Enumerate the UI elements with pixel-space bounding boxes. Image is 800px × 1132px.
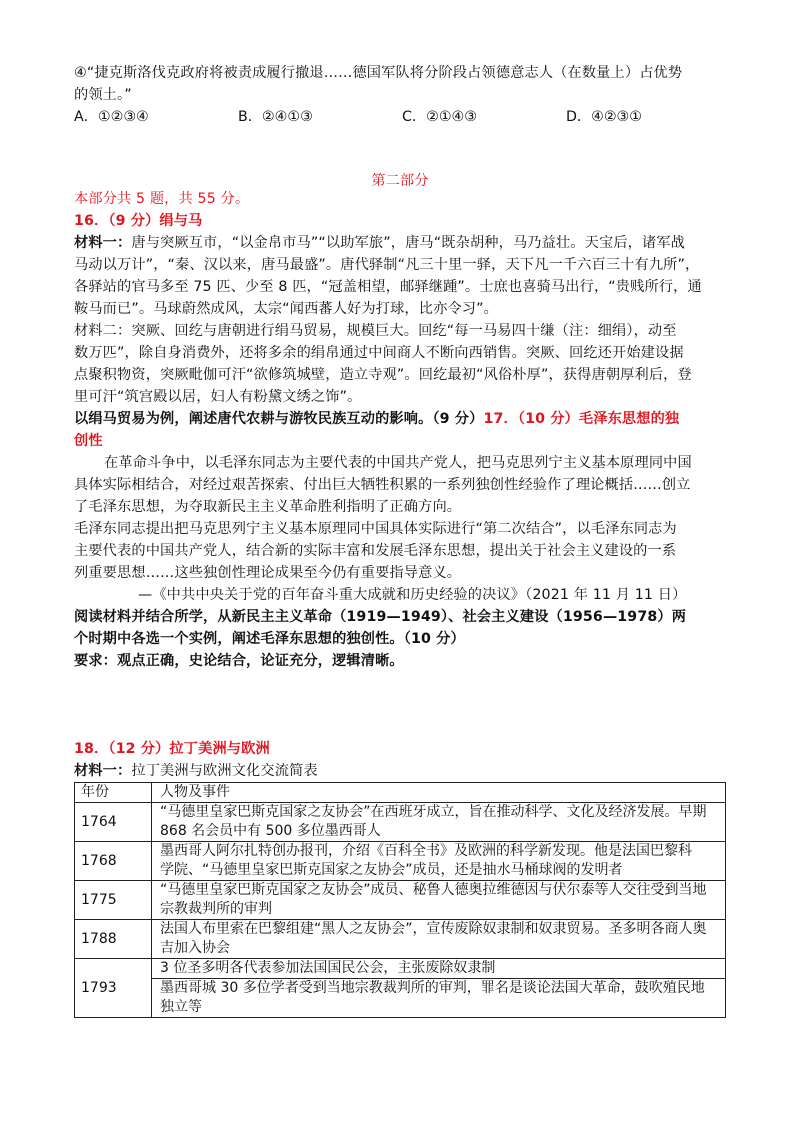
- event-line: 宗教裁判所的审判: [160, 901, 272, 917]
- q17-source: —《中共中央关于党的百年奋斗重大成就和历史经验的决议》（2021 年 11 月 11 日）: [138, 587, 687, 603]
- q17-para1-line3: 了毛泽东思想，为夺取新民主主义革命胜利指明了正确方向。: [74, 499, 462, 515]
- event-line: 法国人布里索在巴黎组建“黑人之友协会”，宣传废除奴隶制和奴隶贸易。圣多明各商人奥: [160, 921, 707, 937]
- q17-para2-line1: 毛泽东同志提出把马克思列宁主义基本原理同中国具体实际进行“第二次结合”，以毛泽东同志为: [74, 521, 677, 537]
- q16-material1-line4: 鞍马而已”。马球蔚然成风，太宗“闻西蕃人好为打球，比亦令习”。: [74, 301, 498, 317]
- q15-option-d: D．④②③①: [566, 109, 642, 125]
- table-cell-event: [152, 881, 726, 920]
- table-cell-year: 1793: [75, 959, 152, 1018]
- culture-exchange-table: [74, 782, 726, 1018]
- q17-para2-line2: 主要代表的中国共产党人，结合新的实际丰富和发展毛泽东思想，提出关于社会主义建设的一系: [74, 543, 677, 559]
- q16-material2-line2: 数万匹”，除自身消费外，还将多余的绢帛通过中间商人不断向西销售。突厥、回纥还开始建设据: [74, 345, 684, 361]
- q16-material1-line1: [74, 232, 734, 254]
- event-line: 吉加入协会: [160, 940, 230, 956]
- q17-para1-line2: 具体实际相结合，对经过艰苦探索、付出巨大牺牲积累的一系列独创性经验作了理论概括……创立: [74, 477, 691, 493]
- q17-requirement: 要求：观点正确，史论结合，论证充分，逻辑清晰。: [74, 653, 404, 669]
- event-line: 3 位圣多明各代表参加法国国民公会，主张废除奴隶制: [160, 960, 496, 976]
- q18-heading: 18．（12 分）拉丁美洲与欧洲: [74, 741, 270, 757]
- q16-material1-line2: 马动以万计”，“秦、汉以来，唐马最盛”。唐代驿制“凡三十里一驿，天下凡一千六百三十有九所”，: [74, 257, 700, 273]
- q16-question: 以绢马贸易为例，阐述唐代农耕与游牧民族互动的影响。（9 分）: [74, 411, 484, 427]
- table-cell-event: [152, 920, 726, 959]
- q17-heading-cont: 创性: [74, 433, 103, 449]
- event-line: 868 名会员中有 500 多位墨西哥人: [160, 823, 381, 839]
- q15-option-a: A．①②③④: [74, 109, 149, 125]
- table-cell-year: 1768: [75, 842, 152, 881]
- q15-option-c: C．②①④③: [402, 109, 477, 125]
- table-header-year: 年份: [75, 783, 152, 803]
- q16-material1-label: 材料一：: [74, 235, 132, 251]
- table-row: [75, 959, 726, 979]
- event-line: 学院、“马德里皇家巴斯克国家之友协会”成员，还是抽水马桶球阀的发明者: [160, 862, 623, 878]
- q15-option-b: B．②④①③: [238, 109, 313, 125]
- q16-heading: 16．（9 分）绢与马: [74, 213, 203, 229]
- part2-title: 第二部分: [371, 173, 429, 189]
- q17-question-line2: 个时期中各选一个实例，阐述毛泽东思想的独创性。（10 分）: [74, 631, 465, 647]
- q16-material1-text: 唐与突厥互市，“以金帛市马”“以助军旅”，唐马“既杂胡种，马乃益壮。天宝后，诸军战: [131, 235, 686, 251]
- table-cell-year: 1764: [75, 803, 152, 842]
- q16-material2-line1: 材料二：突厥、回纥与唐朝进行绢马贸易，规模巨大。回纥“每一马易四十缣（注：细绢），动至: [74, 323, 677, 339]
- table-row: [75, 842, 726, 881]
- q16-material1-line3: 各驿站的官马多至 75 匹、少至 8 匹，“冠盖相望，邮驿继踵”。士庶也喜骑马出行，“贵贱所行，通: [74, 279, 702, 295]
- table-row: [75, 979, 726, 1018]
- q17-question-line1: 阅读材料并结合所学，从新民主主义革命（1919—1949）、社会主义建设（1956—1978）两: [74, 609, 687, 625]
- table-cell-year: 1788: [75, 920, 152, 959]
- table-cell-event: [152, 803, 726, 842]
- table-cell-event: [152, 979, 726, 1018]
- table-row: [75, 803, 726, 842]
- table-header-event: 人物及事件: [152, 783, 726, 803]
- event-line: 独立等: [160, 999, 202, 1015]
- event-line: 墨西哥城 30 多位学者受到当地宗教裁判所的审判，罪名是谈论法国大革命，鼓吹殖民地: [160, 980, 705, 996]
- table-cell-year: 1775: [75, 881, 152, 920]
- q17-para2-line3: 列重要思想……这些独创性理论成果至今仍有重要指导意义。: [74, 565, 462, 581]
- event-line: “马德里皇家巴斯克国家之友协会”成员、秘鲁人德奥拉维德因与伏尔泰等人交往受到当地: [160, 882, 707, 898]
- table-header-row: [75, 783, 726, 803]
- event-line: 墨西哥人阿尔扎特创办报刊，介绍《百科全书》及欧洲的科学新发现。他是法国巴黎科: [160, 843, 692, 859]
- table-row: [75, 920, 726, 959]
- q18-material1-line: [74, 760, 734, 782]
- q16-material2-line3: 点聚积物资，突厥毗伽可汗“欲修筑城壁，造立寺观”。回纥最初“风俗朴厚”，获得唐朝厚利后，登: [74, 367, 692, 383]
- part2-note: 本部分共 5 题，共 55 分。: [74, 191, 250, 207]
- q17-para1-line1: 在革命斗争中，以毛泽东同志为主要代表的中国共产党人，把马克思列宁主义基本原理同中国: [104, 455, 692, 471]
- table-cell-event: [152, 959, 726, 979]
- q16-question-line: [74, 408, 734, 430]
- q15-item4-line1: ④“捷克斯洛伐克政府将被责成履行撤退……德国军队将分阶段占领德意志人（在数量上）占优势: [74, 65, 683, 81]
- q18-material1-title: 拉丁美洲与欧洲文化交流简表: [131, 763, 318, 779]
- q18-material1-label: 材料一：: [74, 763, 132, 779]
- q17-heading: 17．（10 分）毛泽东思想的独: [483, 411, 680, 427]
- table-row: [75, 881, 726, 920]
- table-cell-event: [152, 842, 726, 881]
- q15-item4-line2: 的领土。”: [74, 87, 132, 103]
- event-line: “马德里皇家巴斯克国家之友协会”在西班牙成立，旨在推动科学、文化及经济发展。早期: [160, 804, 707, 820]
- q16-material2-line4: 里可汗“筑宫殿以居，妇人有粉黛文绣之饰”。: [74, 389, 362, 405]
